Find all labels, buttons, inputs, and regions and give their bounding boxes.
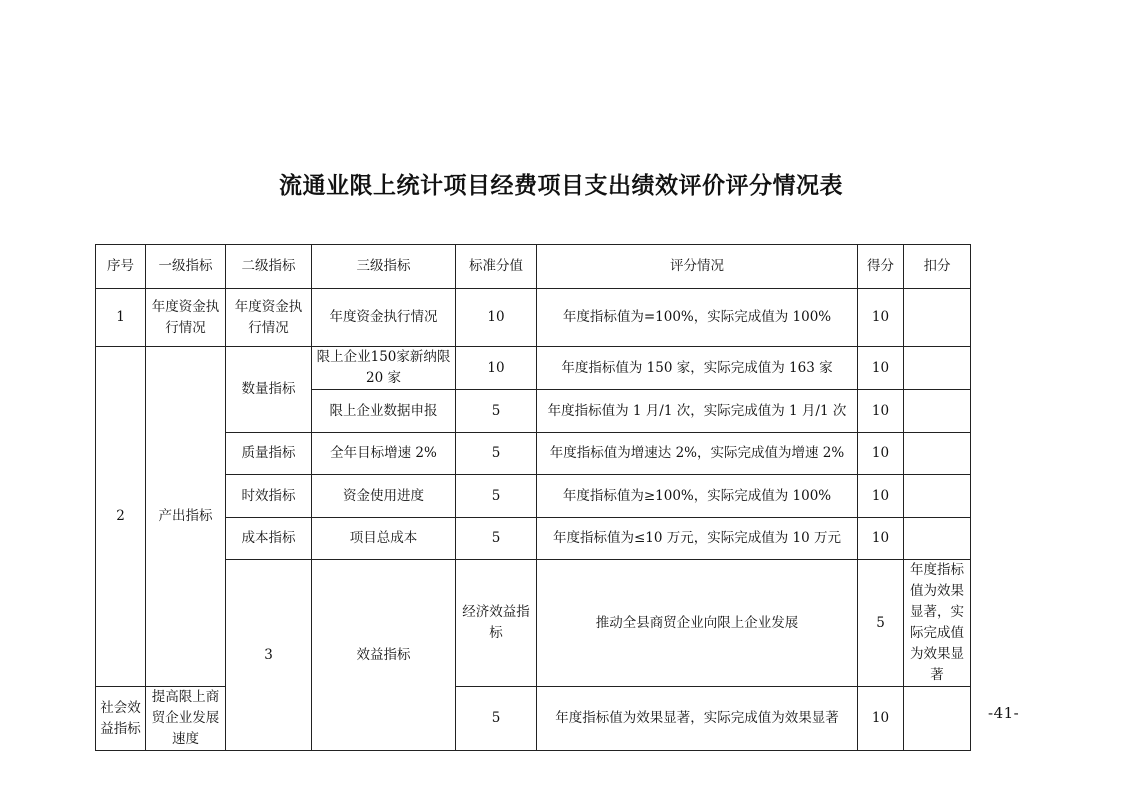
table-row bbox=[96, 289, 971, 347]
table-row bbox=[96, 475, 971, 518]
level1-indicator: 产出指标 bbox=[146, 347, 226, 687]
level2-indicator: 年度资金执行情况 bbox=[226, 289, 312, 347]
table-row bbox=[96, 560, 971, 687]
score: 10 bbox=[858, 347, 904, 390]
header-row bbox=[96, 245, 971, 289]
standard-score: 5 bbox=[456, 475, 537, 518]
deduction bbox=[904, 347, 971, 390]
page-number: -41- bbox=[988, 704, 1020, 722]
level3-indicator: 资金使用进度 bbox=[312, 475, 456, 518]
assessment: 年度指标值为≤10 万元，实际完成值为 10 万元 bbox=[537, 518, 858, 560]
header-cell: 二级指标 bbox=[226, 245, 312, 289]
standard-score: 5 bbox=[456, 687, 537, 751]
table-row bbox=[96, 518, 971, 560]
deduction bbox=[904, 433, 971, 475]
level1-indicator: 年度资金执行情况 bbox=[146, 289, 226, 347]
assessment: 年度指标值为≥100%，实际完成值为 100% bbox=[537, 475, 858, 518]
standard-score: 10 bbox=[456, 289, 537, 347]
level3-indicator: 限上企业150家新纳限 20 家 bbox=[312, 347, 456, 390]
assessment: 年度指标值为 150 家，实际完成值为 163 家 bbox=[537, 347, 858, 390]
standard-score: 5 bbox=[858, 560, 904, 687]
header-cell: 序号 bbox=[96, 245, 146, 289]
standard-score: 5 bbox=[456, 433, 537, 475]
score: 10 bbox=[858, 475, 904, 518]
assessment: 年度指标值为增速达 2%，实际完成值为增速 2% bbox=[537, 433, 858, 475]
standard-score: 10 bbox=[456, 347, 537, 390]
evaluation-table bbox=[95, 244, 971, 751]
level3-indicator: 提高限上商贸企业发展速度 bbox=[146, 687, 226, 751]
level3-indicator: 推动全县商贸企业向限上企业发展 bbox=[537, 560, 858, 687]
assessment: 年度指标值为 1 月/1 次，实际完成值为 1 月/1 次 bbox=[537, 390, 858, 433]
assessment: 年度指标值为效果显著，实际完成值为效果显著 bbox=[904, 560, 971, 687]
level2-indicator: 质量指标 bbox=[226, 433, 312, 475]
deduction bbox=[904, 390, 971, 433]
deduction bbox=[904, 687, 971, 751]
row-number: 3 bbox=[226, 560, 312, 751]
level1-indicator: 效益指标 bbox=[312, 560, 456, 751]
level3-indicator: 限上企业数据申报 bbox=[312, 390, 456, 433]
assessment: 年度指标值为效果显著，实际完成值为效果显著 bbox=[537, 687, 858, 751]
level3-indicator: 年度资金执行情况 bbox=[312, 289, 456, 347]
header-cell: 三级指标 bbox=[312, 245, 456, 289]
header-cell: 标准分值 bbox=[456, 245, 537, 289]
page-title: 流通业限上统计项目经费项目支出绩效评价评分情况表 bbox=[279, 173, 843, 199]
level3-indicator: 全年目标增速 2% bbox=[312, 433, 456, 475]
score: 10 bbox=[858, 390, 904, 433]
deduction bbox=[904, 475, 971, 518]
score: 10 bbox=[858, 687, 904, 751]
header-cell: 一级指标 bbox=[146, 245, 226, 289]
header-cell: 得分 bbox=[858, 245, 904, 289]
deduction bbox=[904, 289, 971, 347]
header-cell: 扣分 bbox=[904, 245, 971, 289]
level2-indicator: 数量指标 bbox=[226, 347, 312, 433]
row-number: 1 bbox=[96, 289, 146, 347]
level3-indicator: 项目总成本 bbox=[312, 518, 456, 560]
score: 10 bbox=[858, 518, 904, 560]
level2-indicator: 社会效益指标 bbox=[96, 687, 146, 751]
level2-indicator: 经济效益指标 bbox=[456, 560, 537, 687]
score: 10 bbox=[858, 289, 904, 347]
deduction bbox=[904, 518, 971, 560]
header-cell: 评分情况 bbox=[537, 245, 858, 289]
level2-indicator: 时效指标 bbox=[226, 475, 312, 518]
standard-score: 5 bbox=[456, 518, 537, 560]
table-row bbox=[96, 433, 971, 475]
assessment: 年度指标值为=100%，实际完成值为 100% bbox=[537, 289, 858, 347]
standard-score: 5 bbox=[456, 390, 537, 433]
score: 10 bbox=[858, 433, 904, 475]
row-number: 2 bbox=[96, 347, 146, 687]
table-row bbox=[96, 347, 971, 390]
level2-indicator: 成本指标 bbox=[226, 518, 312, 560]
